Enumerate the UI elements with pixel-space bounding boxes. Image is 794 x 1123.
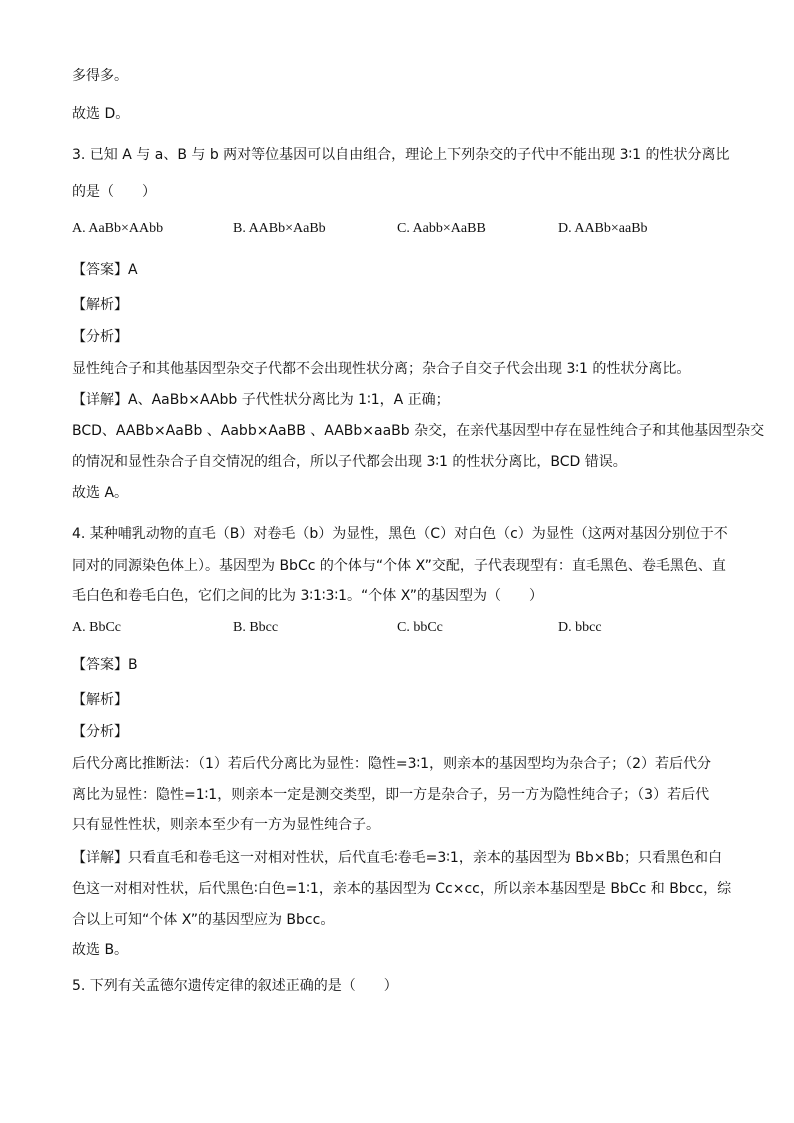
analysis-heading: 【解析】	[72, 692, 128, 708]
detail-text: 的情况和显性杂合子自交情况的组合，所以子代都会出现 3∶1 的性状分离比，BCD 错误。	[72, 454, 627, 470]
analysis-subheading: 【分析】	[72, 329, 128, 345]
answer-label: 【答案】	[72, 657, 128, 673]
detail-line	[72, 848, 722, 868]
detail-text: BCD、AABb×AaBb 、Aabb×AaBB 、AABb×aaBb 杂交，在亲代基因型中存在显性纯合子和其他基因型杂交	[72, 423, 765, 439]
analysis-text: 离比为显性：隐性=1∶1，则亲本一定是测交类型，即一方是杂合子，另一方为隐性纯合子；（3）若后代	[72, 787, 710, 803]
answer-label: 【答案】	[72, 262, 128, 278]
text-line: 故选 D。	[72, 106, 130, 122]
answer-value: B	[128, 657, 138, 673]
question-3-option-b: B. AABb×AaBb	[233, 221, 326, 236]
question-3-stem-cont: 的是（ ）	[72, 184, 156, 200]
question-4-option-d: D. bbcc	[558, 620, 602, 635]
analysis-subheading: 【分析】	[72, 724, 128, 740]
analysis-text: 只有显性性状，则亲本至少有一方为显性纯合子。	[72, 817, 380, 833]
analysis-text: 显性纯合子和其他基因型杂交子代都不会出现性状分离；杂合子自交子代会出现 3∶1 的性状分离比。	[72, 361, 691, 377]
conclusion-line: 故选 A。	[72, 485, 129, 501]
detail-text: 只看直毛和卷毛这一对相对性状，后代直毛∶卷毛=3∶1，亲本的基因型为 Bb×Bb；只看黑色和白	[128, 850, 722, 866]
question-3-option-d: D. AABb×aaBb	[558, 221, 648, 236]
detail-text: 色这一对相对性状，后代黑色∶白色=1∶1，亲本的基因型为 Cc×cc，所以亲本基因型是 BbCc 和 Bbcc，综	[72, 881, 732, 897]
question-4-stem-cont: 毛白色和卷毛白色，它们之间的比为 3∶1∶3∶1。“个体 X”的基因型为（ ）	[72, 588, 543, 604]
analysis-text: 后代分离比推断法：（1）若后代分离比为显性：隐性=3∶1，则亲本的基因型均为杂合子；（2）若后代分	[72, 756, 712, 772]
question-4-option-c: C. bbCc	[397, 620, 443, 635]
answer-value: A	[128, 262, 138, 278]
question-3-stem: 3. 已知 A 与 a、B 与 b 两对等位基因可以自由组合，理论上下列杂交的子代中不能出现 3∶1 的性状分离比	[72, 147, 730, 163]
analysis-heading: 【解析】	[72, 297, 128, 313]
question-5-stem: 5. 下列有关孟德尔遗传定律的叙述正确的是（ ）	[72, 978, 398, 994]
detail-line	[72, 390, 450, 410]
question-3-option-c: C. Aabb×AaBB	[397, 221, 486, 236]
question-3-option-a: A. AaBb×AAbb	[72, 221, 164, 236]
answer-line	[72, 655, 138, 675]
conclusion-line: 故选 B。	[72, 942, 129, 958]
question-4-stem: 4. 某种哺乳动物的直毛（B）对卷毛（b）为显性，黑色（C）对白色（c）为显性（这两对基因分别位于不	[72, 526, 728, 542]
answer-line	[72, 260, 138, 280]
question-4-option-b: B. Bbcc	[233, 620, 279, 635]
detail-label: 【详解】	[72, 850, 128, 866]
question-4-stem-cont: 同对的同源染色体上）。基因型为 BbCc 的个体与“个体 X”交配，子代表现型有：直毛黑色、卷毛黑色、直	[72, 558, 726, 574]
question-4-option-a: A. BbCc	[72, 620, 121, 635]
detail-text: 合以上可知“个体 X”的基因型应为 Bbcc。	[72, 912, 335, 928]
detail-label: 【详解】	[72, 392, 128, 408]
detail-text: A、AaBb×AAbb 子代性状分离比为 1∶1，A 正确；	[128, 392, 450, 408]
text-line: 多得多。	[72, 68, 128, 84]
